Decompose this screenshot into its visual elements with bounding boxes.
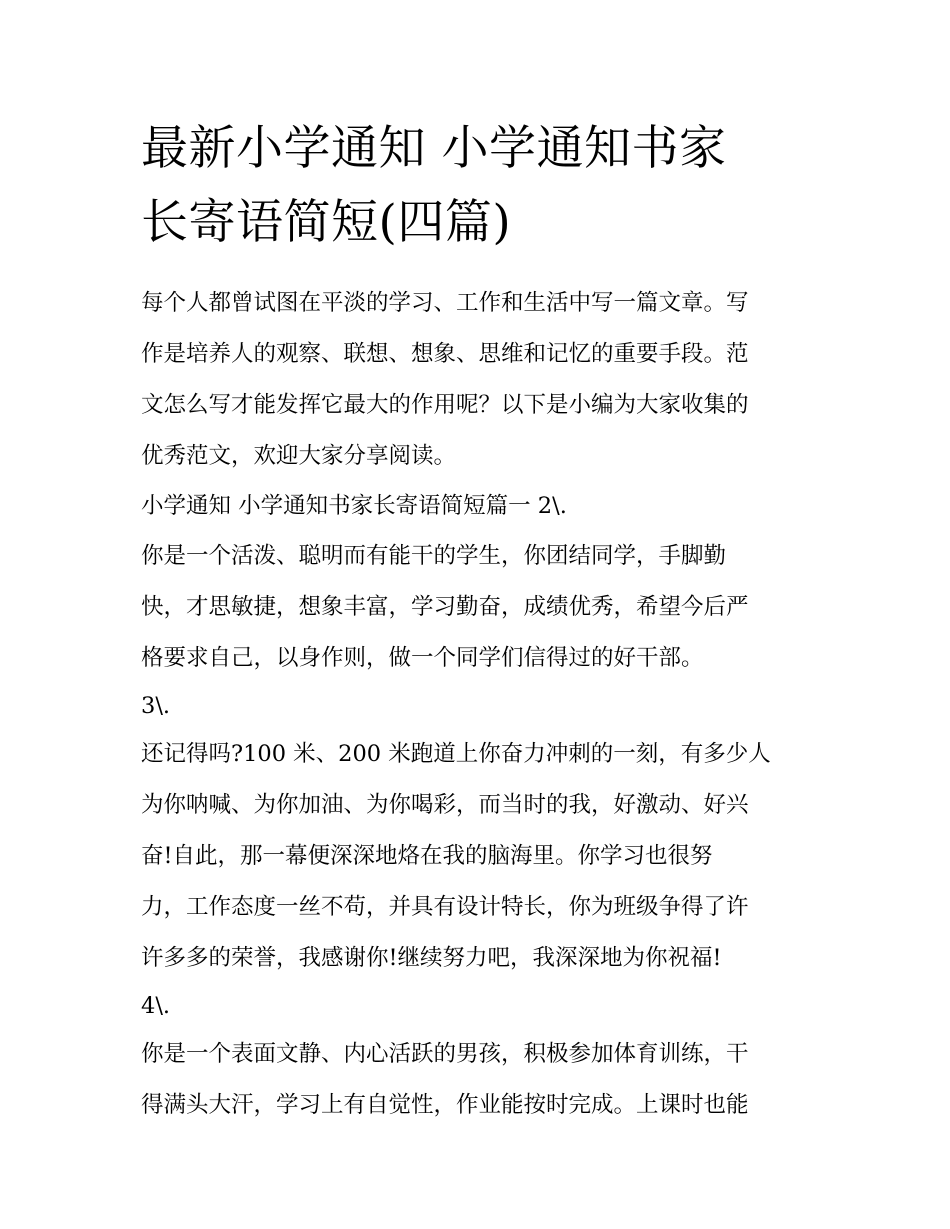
item-4-number: 4\.	[141, 993, 171, 1019]
document-title: 最新小学通知 小学通知书家 长寄语简短(四篇)	[141, 121, 727, 250]
section-heading: 小学通知 小学通知书家长寄语简短篇一 2\.	[141, 493, 567, 519]
item-2-paragraph: 你是一个活泼、聪明而有能干的学生，你团结同学，手脚勤 快，才思敏捷，想象丰富，学习勤奋，成绩优秀，希望今后严 格要求自己，以身作则，做一个同学们信得过的好干部。	[141, 543, 749, 671]
item-3-paragraph: 还记得吗?100 米、200 米跑道上你奋力冲刺的一刻，有多少人 为你呐喊、为你加油、为你喝彩，而当时的我，好激动、好兴 奋!自此，那一幕便深深地烙在我的脑海里。你学习也很努 力，工作态度一丝不苟，并具有设计特长，你为班级争得了许 许多多的荣誉，我感谢你!继续努力吧，我深深地为你祝福!	[141, 741, 771, 971]
intro-paragraph: 每个人都曾试图在平淡的学习、工作和生活中写一篇文章。写 作是培养人的观察、联想、想象、思维和记忆的重要手段。范 文怎么写才能发挥它最大的作用呢？以下是小编为大家收集的 优秀范文，欢迎大家分享阅读。	[141, 290, 749, 469]
document-body	[141, 278, 821, 1131]
item-3-number: 3\.	[141, 693, 171, 719]
item-4-paragraph: 你是一个表面文静、内心活跃的男孩，积极参加体育训练，干 得满头大汗，学习上有自觉性，作业能按时完成。上课时也能	[141, 1041, 749, 1118]
